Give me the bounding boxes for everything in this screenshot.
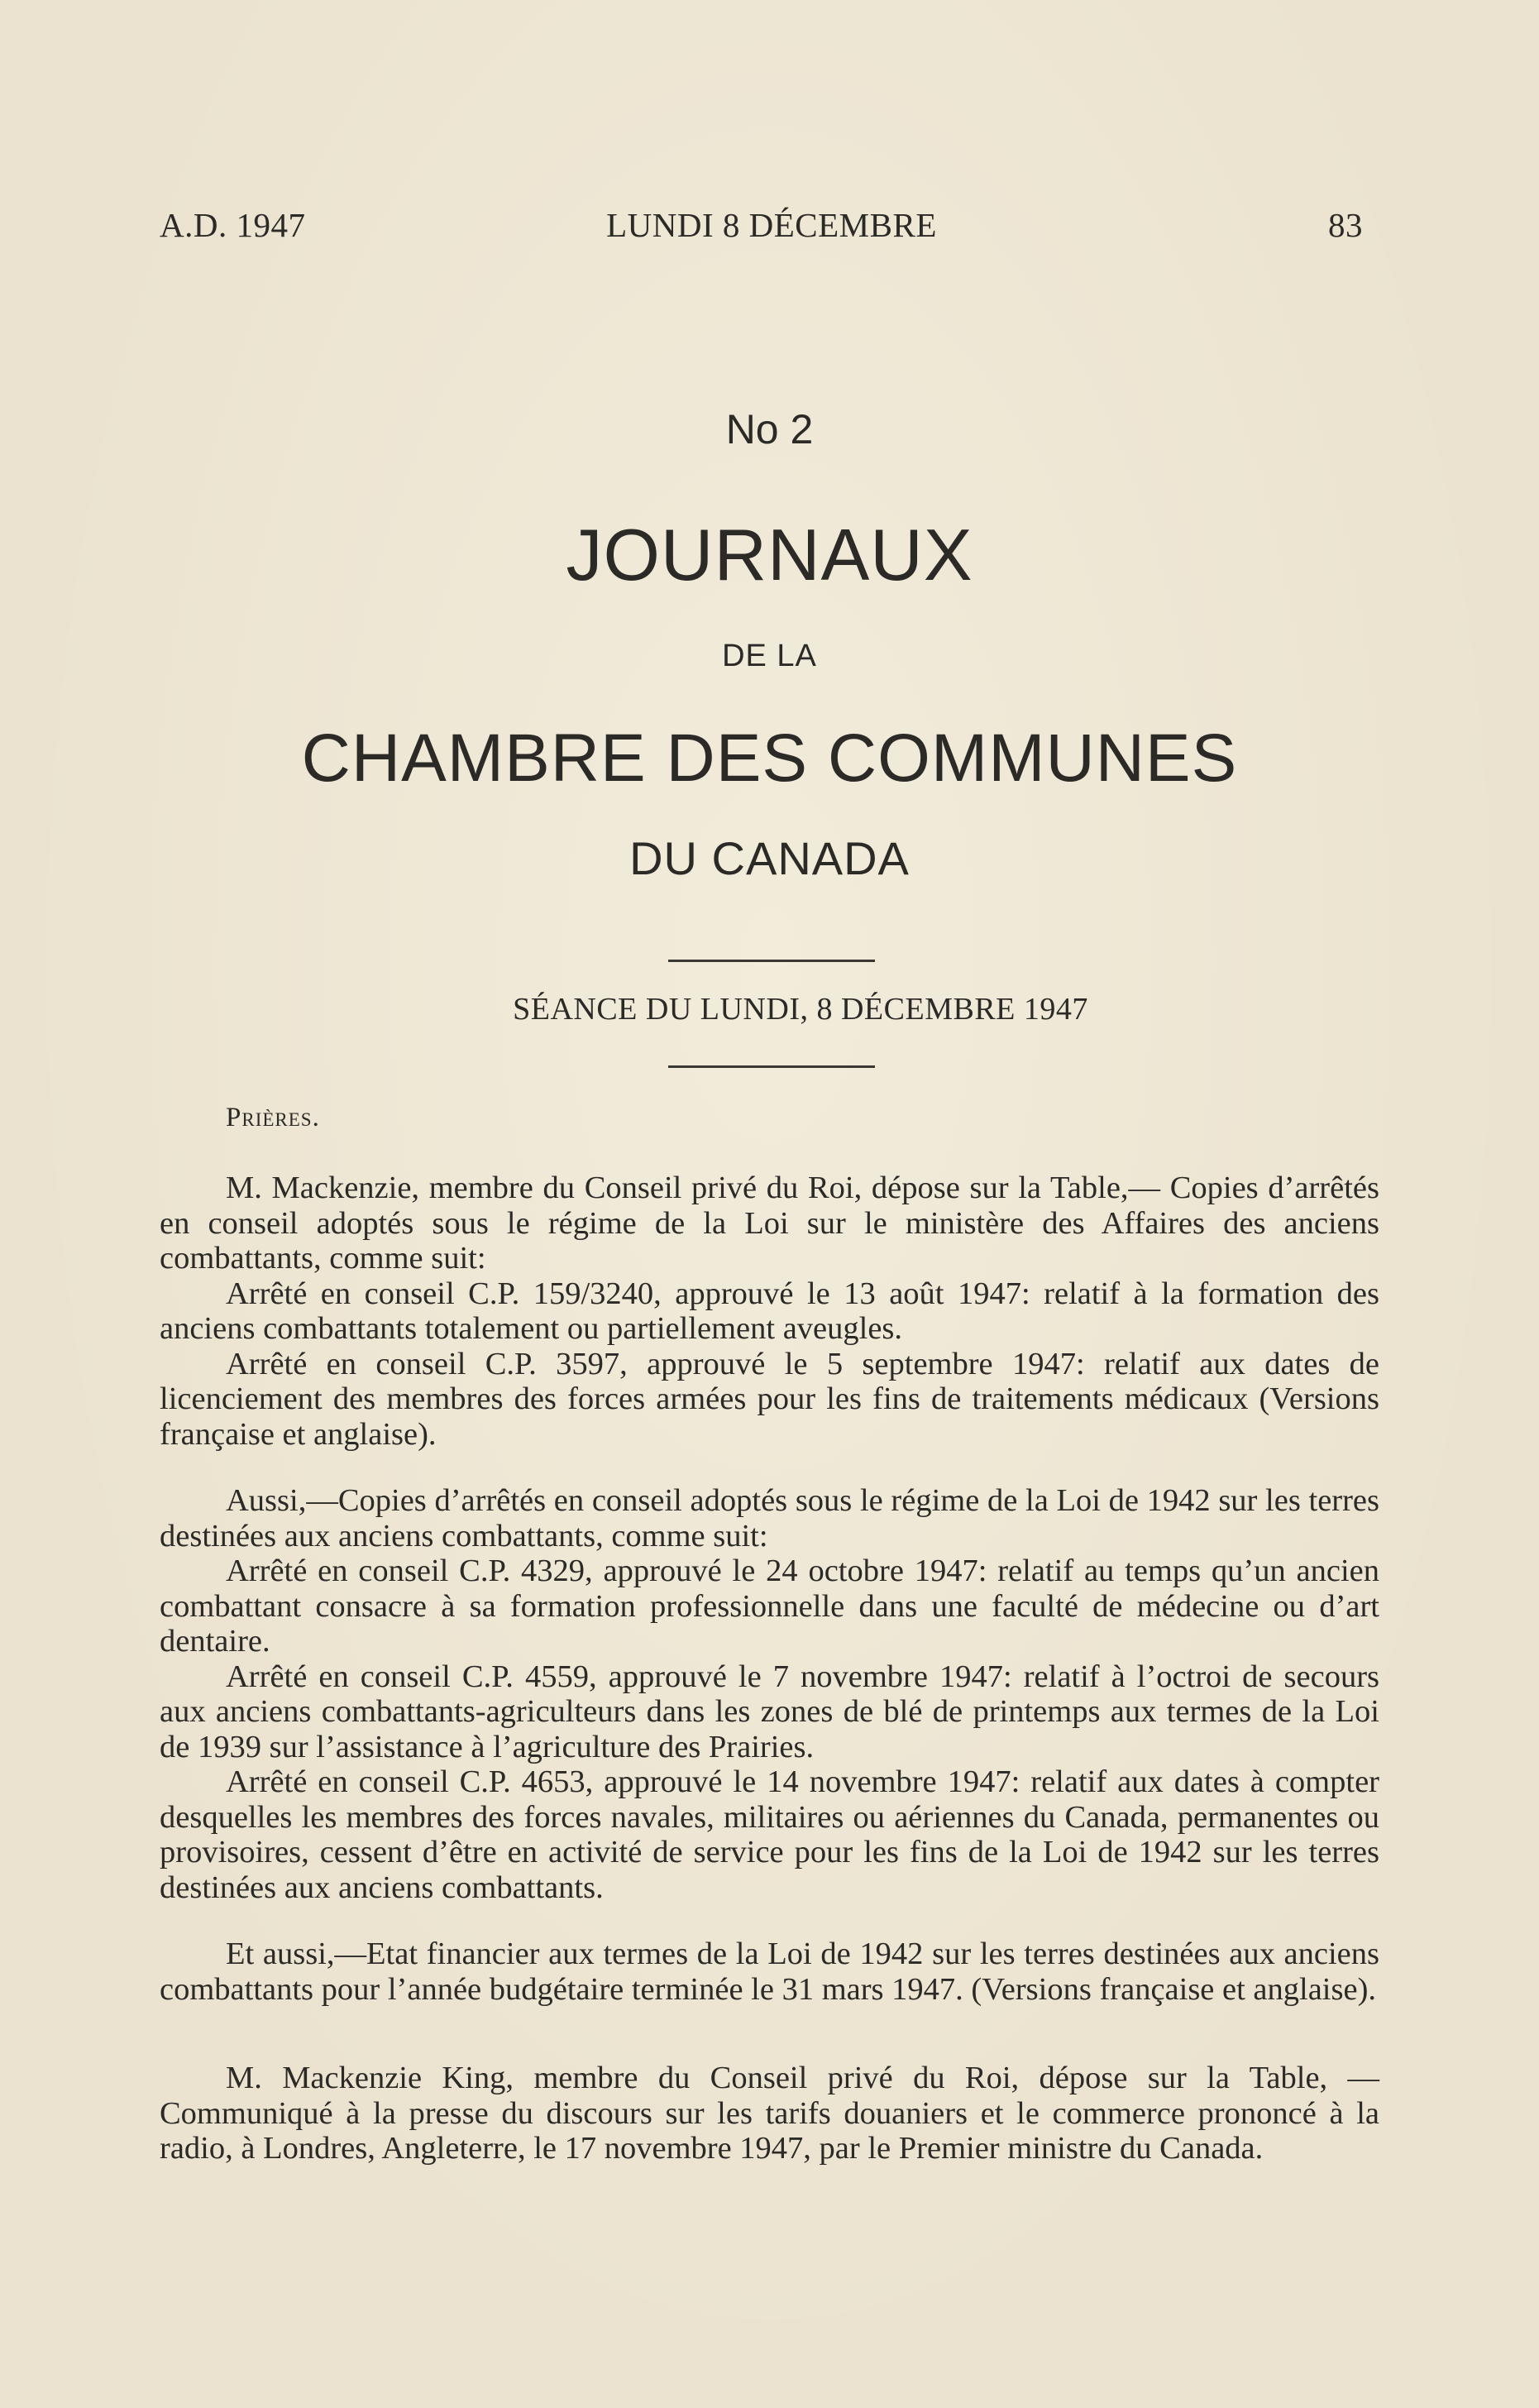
paragraph: M. Mackenzie, membre du Conseil privé du Roi, dépose sur la Table,— Copies d’arrêtés en conseil adoptés sous le régime de la Loi sur le ministère des Affaires des anciens combattants, comme suit: (160, 1170, 1379, 1276)
prayers-heading: Prières. (226, 1103, 320, 1132)
issue-number: No 2 (725, 406, 814, 452)
header-year: A.D. 1947 (160, 206, 306, 244)
chamber-title: CHAMBRE DES COMMUNES (301, 720, 1238, 796)
paragraph: M. Mackenzie King, membre du Conseil privé du Roi, dépose sur la Table, —Communiqué à la presse du discours sur les tarifs douaniers et le commerce prononcé à la radio, à Londres, Angleterre, le 17 novembre 1947, par le Premier ministre du Canada. (160, 2061, 1379, 2166)
paragraph: Aussi,—Copies d’arrêtés en conseil adoptés sous le régime de la Loi de 1942 sur les terres destinées aux anciens combattants, comme suit: (160, 1483, 1379, 1553)
title-connector: DE LA (722, 639, 817, 673)
journal-title: JOURNAUX (566, 514, 973, 596)
paragraph: Arrêté en conseil C.P. 4653, approuvé le 14 novembre 1947: relatif aux dates à compter desquelles les membres des forces navales, militaires ou aériennes du Canada, permanentes ou provisoires, cessent d’être en activité de service pour les fins de la Loi de 1942 sur les terres destinées aux anciens combattants. (160, 1764, 1379, 1905)
journal-body (160, 1170, 1379, 2166)
session-heading: SÉANCE DU LUNDI, 8 DÉCEMBRE 1947 (513, 992, 1088, 1027)
header-date: LUNDI 8 DÉCEMBRE (606, 206, 937, 244)
divider-bottom (668, 1065, 875, 1068)
paragraph: Arrêté en conseil C.P. 4329, approuvé le 24 octobre 1947: relatif au temps qu’un ancien combattant consacre à sa formation professionnelle dans une faculté de médecine ou d’art dentaire. (160, 1553, 1379, 1659)
running-header (160, 205, 1363, 247)
divider-top (668, 960, 875, 962)
country-title: DU CANADA (629, 832, 910, 884)
page-number: 83 (1328, 206, 1363, 244)
paragraph: Arrêté en conseil C.P. 4559, approuvé le 7 novembre 1947: relatif à l’octroi de secours aux anciens combattants-agriculteurs dans les zones de blé de printemps aux termes de la Loi de 1939 sur l’assistance à l’agriculture des Prairies. (160, 1659, 1379, 1764)
paragraph: Arrêté en conseil C.P. 3597, approuvé le 5 septembre 1947: relatif aux dates de licenciement des membres des forces armées pour les fins de traitements médicaux (Versions française et anglaise). (160, 1346, 1379, 1452)
paragraph: Et aussi,—Etat financier aux termes de la Loi de 1942 sur les terres destinées aux anciens combattants pour l’année budgétaire terminée le 31 mars 1947. (Versions française et anglaise). (160, 1936, 1379, 2007)
paragraph: Arrêté en conseil C.P. 159/3240, approuvé le 13 août 1947: relatif à la formation des anciens combattants totalement ou partiellement aveugles. (160, 1276, 1379, 1346)
